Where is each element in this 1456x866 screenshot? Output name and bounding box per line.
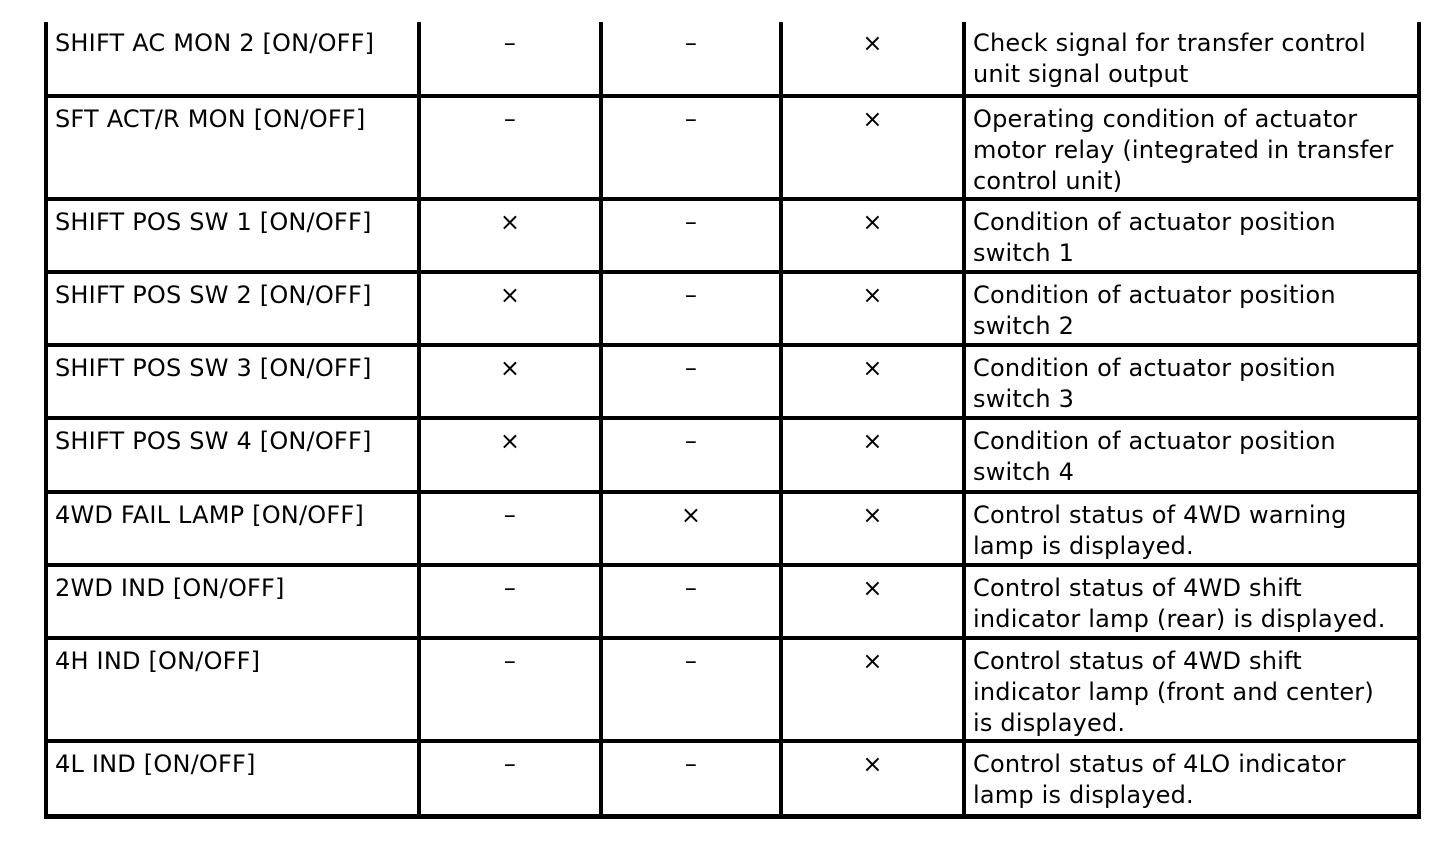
monitor-item-name: SHIFT POS SW 1 [ON/OFF] bbox=[46, 199, 419, 272]
item-description bbox=[964, 741, 1419, 816]
description-line: switch 2 bbox=[973, 312, 1075, 340]
table-row bbox=[46, 22, 1419, 96]
item-description bbox=[964, 272, 1419, 345]
description-line: Control status of 4WD warning bbox=[973, 501, 1347, 529]
item-description bbox=[964, 638, 1419, 741]
monitor-item-name: SHIFT POS SW 3 [ON/OFF] bbox=[46, 345, 419, 418]
description-line: unit signal output bbox=[973, 60, 1189, 88]
availability-mark-3: × bbox=[781, 565, 964, 638]
table-row bbox=[46, 741, 1419, 816]
description-line: Condition of actuator position bbox=[973, 208, 1336, 236]
description-line: Condition of actuator position bbox=[973, 281, 1336, 309]
description-line: switch 3 bbox=[973, 385, 1075, 413]
table-row bbox=[46, 199, 1419, 272]
availability-mark-2: – bbox=[601, 199, 781, 272]
availability-mark-3: × bbox=[781, 638, 964, 741]
table-row bbox=[46, 492, 1419, 565]
monitor-item-name: SHIFT POS SW 4 [ON/OFF] bbox=[46, 418, 419, 492]
description-line: Condition of actuator position bbox=[973, 427, 1336, 455]
availability-mark-2: – bbox=[601, 272, 781, 345]
availability-mark-1: × bbox=[419, 345, 601, 418]
description-line: control unit) bbox=[973, 167, 1123, 195]
item-description bbox=[964, 418, 1419, 492]
description-line: Operating condition of actuator bbox=[973, 105, 1358, 133]
availability-mark-2: – bbox=[601, 638, 781, 741]
availability-mark-1: × bbox=[419, 418, 601, 492]
monitor-item-name: 2WD IND [ON/OFF] bbox=[46, 565, 419, 638]
availability-mark-2: – bbox=[601, 418, 781, 492]
description-line: indicator lamp (rear) is displayed. bbox=[973, 605, 1386, 633]
availability-mark-1: × bbox=[419, 272, 601, 345]
table-row bbox=[46, 96, 1419, 199]
item-description bbox=[964, 22, 1419, 96]
description-line: Check signal for transfer control bbox=[973, 29, 1366, 57]
availability-mark-1: – bbox=[419, 638, 601, 741]
availability-mark-3: × bbox=[781, 272, 964, 345]
availability-mark-2: – bbox=[601, 565, 781, 638]
monitor-item-name: 4WD FAIL LAMP [ON/OFF] bbox=[46, 492, 419, 565]
availability-mark-3: × bbox=[781, 199, 964, 272]
availability-mark-3: × bbox=[781, 418, 964, 492]
description-line: is displayed. bbox=[973, 709, 1126, 737]
item-description bbox=[964, 345, 1419, 418]
data-monitor-table bbox=[44, 22, 1421, 819]
description-line: Control status of 4WD shift bbox=[973, 647, 1302, 675]
description-line: Control status of 4WD shift bbox=[973, 574, 1302, 602]
description-line: Condition of actuator position bbox=[973, 354, 1336, 382]
monitor-item-name: SFT ACT/R MON [ON/OFF] bbox=[46, 96, 419, 199]
item-description bbox=[964, 565, 1419, 638]
item-description bbox=[964, 96, 1419, 199]
table-row bbox=[46, 565, 1419, 638]
description-line: indicator lamp (front and center) bbox=[973, 678, 1374, 706]
monitor-item-name: 4L IND [ON/OFF] bbox=[46, 741, 419, 816]
availability-mark-1: – bbox=[419, 22, 601, 96]
description-line: switch 1 bbox=[973, 239, 1075, 267]
availability-mark-2: × bbox=[601, 492, 781, 565]
availability-mark-3: × bbox=[781, 741, 964, 816]
description-line: motor relay (integrated in transfer bbox=[973, 136, 1394, 164]
table-body bbox=[46, 22, 1419, 816]
availability-mark-3: × bbox=[781, 492, 964, 565]
table-row bbox=[46, 418, 1419, 492]
table-row bbox=[46, 638, 1419, 741]
monitor-item-name: SHIFT POS SW 2 [ON/OFF] bbox=[46, 272, 419, 345]
item-description bbox=[964, 199, 1419, 272]
description-line: Control status of 4LO indicator bbox=[973, 750, 1346, 778]
availability-mark-1: – bbox=[419, 492, 601, 565]
monitor-item-name: SHIFT AC MON 2 [ON/OFF] bbox=[46, 22, 419, 96]
description-line: switch 4 bbox=[973, 458, 1075, 486]
availability-mark-2: – bbox=[601, 345, 781, 418]
availability-mark-3: × bbox=[781, 22, 964, 96]
availability-mark-3: × bbox=[781, 345, 964, 418]
availability-mark-2: – bbox=[601, 96, 781, 199]
table-row bbox=[46, 272, 1419, 345]
availability-mark-1: – bbox=[419, 565, 601, 638]
description-line: lamp is displayed. bbox=[973, 532, 1194, 560]
availability-mark-1: – bbox=[419, 96, 601, 199]
item-description bbox=[964, 492, 1419, 565]
availability-mark-1: × bbox=[419, 199, 601, 272]
availability-mark-1: – bbox=[419, 741, 601, 816]
availability-mark-3: × bbox=[781, 96, 964, 199]
table-row bbox=[46, 345, 1419, 418]
monitor-item-name: 4H IND [ON/OFF] bbox=[46, 638, 419, 741]
availability-mark-2: – bbox=[601, 741, 781, 816]
availability-mark-2: – bbox=[601, 22, 781, 96]
description-line: lamp is displayed. bbox=[973, 781, 1194, 809]
